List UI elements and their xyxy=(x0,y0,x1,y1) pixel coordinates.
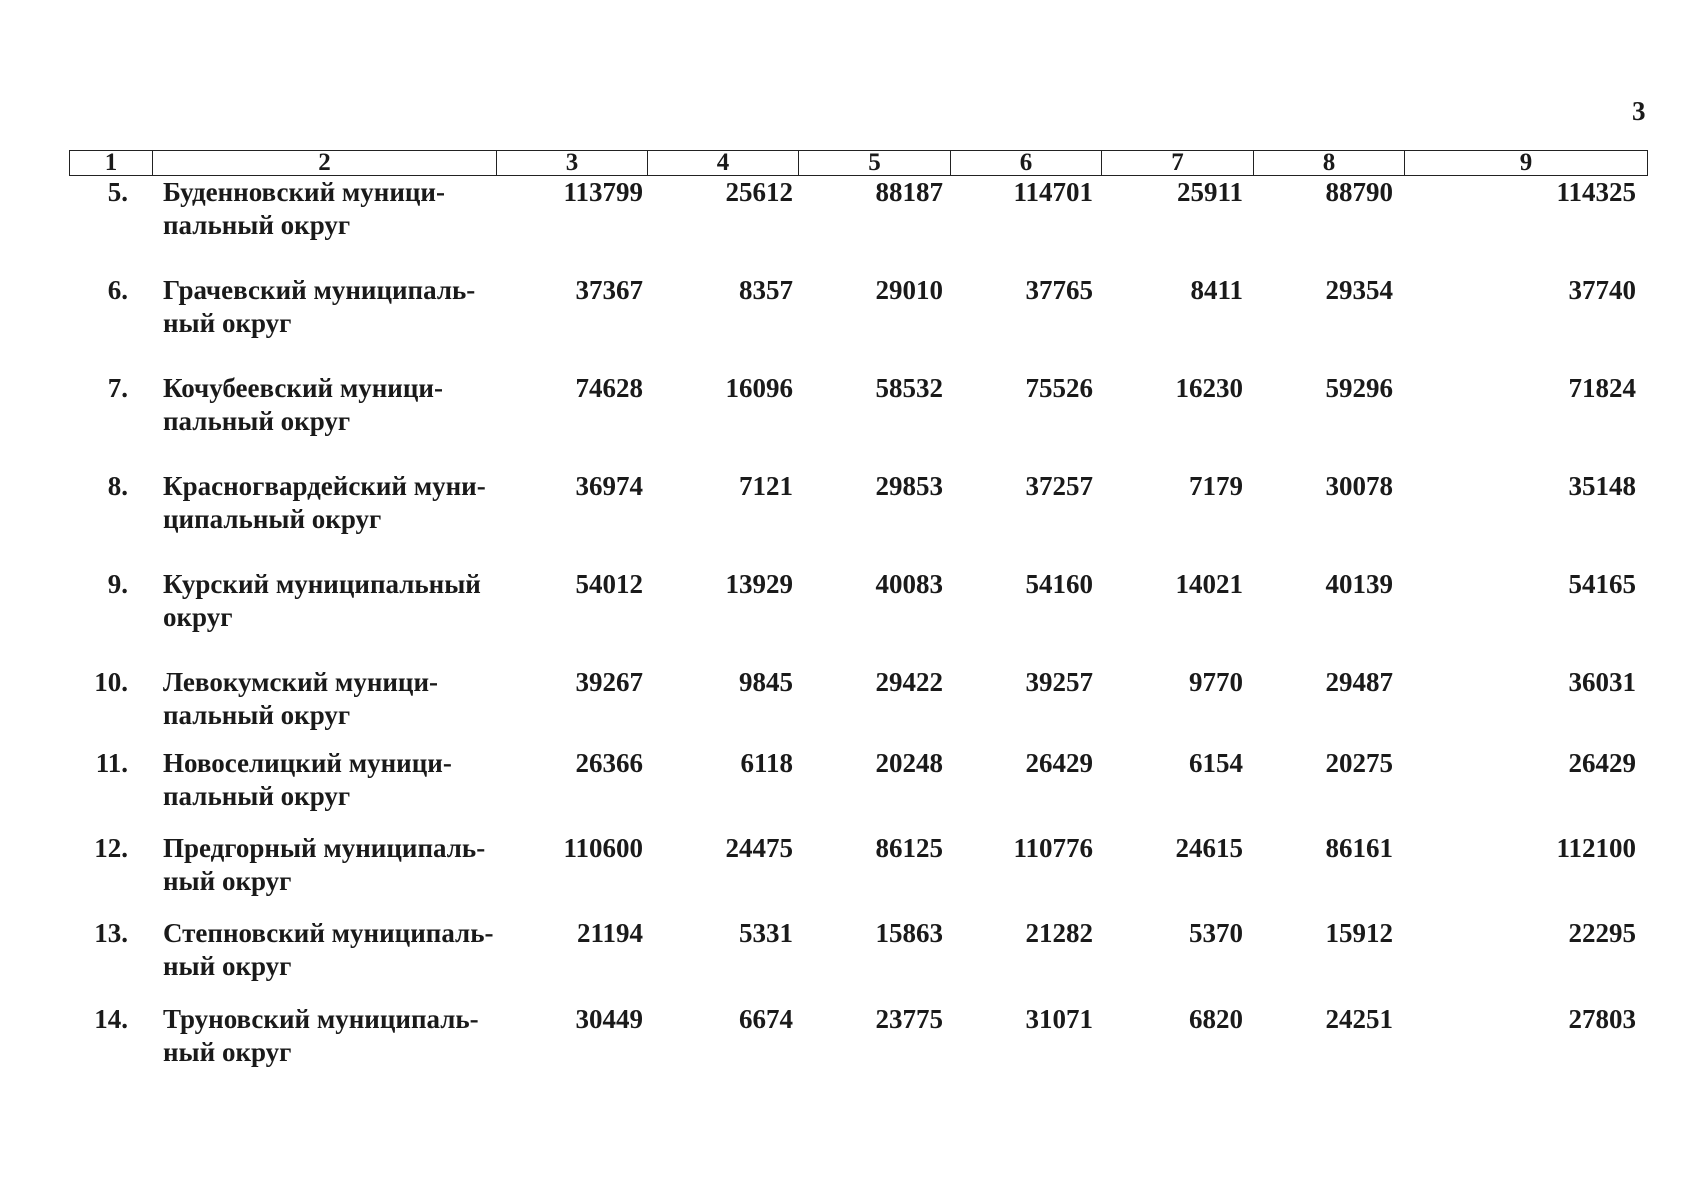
value-col-5: 15863 xyxy=(875,918,943,948)
header-col-3: 3 xyxy=(497,151,648,176)
value-col-5: 86125 xyxy=(875,833,943,863)
value-col-4: 5331 xyxy=(739,918,793,948)
value-col-3: 54012 xyxy=(575,569,643,599)
value-col-7: 14021 xyxy=(1175,569,1243,599)
value-col-4: 16096 xyxy=(725,373,793,403)
district-name: Курский муниципальный округ xyxy=(163,569,481,632)
header-col-9: 9 xyxy=(1405,151,1648,176)
value-col-9: 22295 xyxy=(1568,918,1636,948)
district-name: Грачевский муниципаль-ный округ xyxy=(163,275,476,338)
value-col-3: 113799 xyxy=(563,177,643,207)
page-number: 3 xyxy=(1632,96,1646,126)
value-col-4: 7121 xyxy=(739,471,793,501)
value-col-9: 37740 xyxy=(1568,275,1636,305)
row-number: 6. xyxy=(107,275,128,305)
value-col-5: 29010 xyxy=(875,275,943,305)
value-col-7: 8411 xyxy=(1190,275,1243,305)
district-name: Буденновский муници-пальный округ xyxy=(163,177,445,240)
value-col-8: 20275 xyxy=(1325,748,1393,778)
value-col-6: 31071 xyxy=(1025,1004,1093,1034)
value-col-9: 54165 xyxy=(1568,569,1636,599)
value-col-8: 88790 xyxy=(1325,177,1393,207)
value-col-4: 25612 xyxy=(725,177,793,207)
value-col-5: 29853 xyxy=(875,471,943,501)
district-name: Труновский муниципаль-ный округ xyxy=(163,1004,479,1067)
value-col-3: 39267 xyxy=(575,667,643,697)
header-col-7: 7 xyxy=(1102,151,1254,176)
value-col-4: 24475 xyxy=(725,833,793,863)
district-name: Степновский муниципаль-ный округ xyxy=(163,918,494,981)
value-col-5: 40083 xyxy=(875,569,943,599)
row-number: 12. xyxy=(94,833,128,863)
row-number: 10. xyxy=(94,667,128,697)
value-col-7: 24615 xyxy=(1175,833,1243,863)
district-name: Предгорный муниципаль-ный округ xyxy=(163,833,486,896)
value-col-7: 9770 xyxy=(1189,667,1243,697)
value-col-4: 9845 xyxy=(739,667,793,697)
row-number: 14. xyxy=(94,1004,128,1034)
value-col-3: 110600 xyxy=(563,833,643,863)
value-col-5: 88187 xyxy=(875,177,943,207)
value-col-6: 37765 xyxy=(1025,275,1093,305)
value-col-6: 75526 xyxy=(1025,373,1093,403)
header-col-2: 2 xyxy=(153,151,497,176)
value-col-7: 6820 xyxy=(1189,1004,1243,1034)
value-col-8: 15912 xyxy=(1325,918,1393,948)
value-col-4: 13929 xyxy=(725,569,793,599)
header-col-6: 6 xyxy=(951,151,1102,176)
value-col-9: 26429 xyxy=(1568,748,1636,778)
district-name: Новоселицкий муници-пальный округ xyxy=(163,748,452,811)
value-col-6: 37257 xyxy=(1025,471,1093,501)
value-col-6: 39257 xyxy=(1025,667,1093,697)
value-col-7: 25911 xyxy=(1176,177,1243,207)
value-col-8: 30078 xyxy=(1325,471,1393,501)
value-col-3: 37367 xyxy=(575,275,643,305)
header-col-1: 1 xyxy=(70,151,153,176)
value-col-9: 35148 xyxy=(1568,471,1636,501)
value-col-4: 8357 xyxy=(739,275,793,305)
header-col-5: 5 xyxy=(799,151,951,176)
value-col-5: 23775 xyxy=(875,1004,943,1034)
value-col-8: 86161 xyxy=(1325,833,1393,863)
value-col-5: 29422 xyxy=(875,667,943,697)
value-col-8: 40139 xyxy=(1325,569,1393,599)
district-name: Левокумский муници-пальный округ xyxy=(163,667,439,730)
value-col-7: 6154 xyxy=(1189,748,1243,778)
value-col-3: 36974 xyxy=(575,471,643,501)
row-number: 5. xyxy=(107,177,128,207)
value-col-3: 30449 xyxy=(575,1004,643,1034)
value-col-8: 59296 xyxy=(1325,373,1393,403)
value-col-3: 26366 xyxy=(575,748,643,778)
row-number: 8. xyxy=(107,471,128,501)
header-col-8: 8 xyxy=(1254,151,1405,176)
value-col-9: 112100 xyxy=(1556,833,1636,863)
row-number: 13. xyxy=(94,918,128,948)
header-col-4: 4 xyxy=(648,151,799,176)
value-col-6: 114701 xyxy=(1013,177,1093,207)
value-col-3: 74628 xyxy=(575,373,643,403)
value-col-9: 36031 xyxy=(1568,667,1636,697)
value-col-9: 71824 xyxy=(1568,373,1636,403)
district-name: Красногвардейский муни-ципальный округ xyxy=(163,471,486,534)
row-number: 9. xyxy=(107,569,128,599)
row-number: 11. xyxy=(95,748,128,778)
value-col-6: 110776 xyxy=(1013,833,1093,863)
value-col-8: 29354 xyxy=(1325,275,1393,305)
value-col-9: 114325 xyxy=(1556,177,1636,207)
value-col-6: 54160 xyxy=(1025,569,1093,599)
value-col-5: 20248 xyxy=(875,748,943,778)
value-col-7: 7179 xyxy=(1189,471,1243,501)
value-col-3: 21194 xyxy=(576,918,643,948)
value-col-6: 26429 xyxy=(1025,748,1093,778)
value-col-8: 29487 xyxy=(1325,667,1393,697)
value-col-4: 6118 xyxy=(740,748,793,778)
district-name: Кочубеевский муници-пальный округ xyxy=(163,373,443,436)
value-col-9: 27803 xyxy=(1568,1004,1636,1034)
value-col-6: 21282 xyxy=(1025,918,1093,948)
value-col-5: 58532 xyxy=(875,373,943,403)
row-number: 7. xyxy=(107,373,128,403)
value-col-4: 6674 xyxy=(739,1004,793,1034)
value-col-7: 16230 xyxy=(1175,373,1243,403)
value-col-8: 24251 xyxy=(1325,1004,1393,1034)
value-col-7: 5370 xyxy=(1189,918,1243,948)
